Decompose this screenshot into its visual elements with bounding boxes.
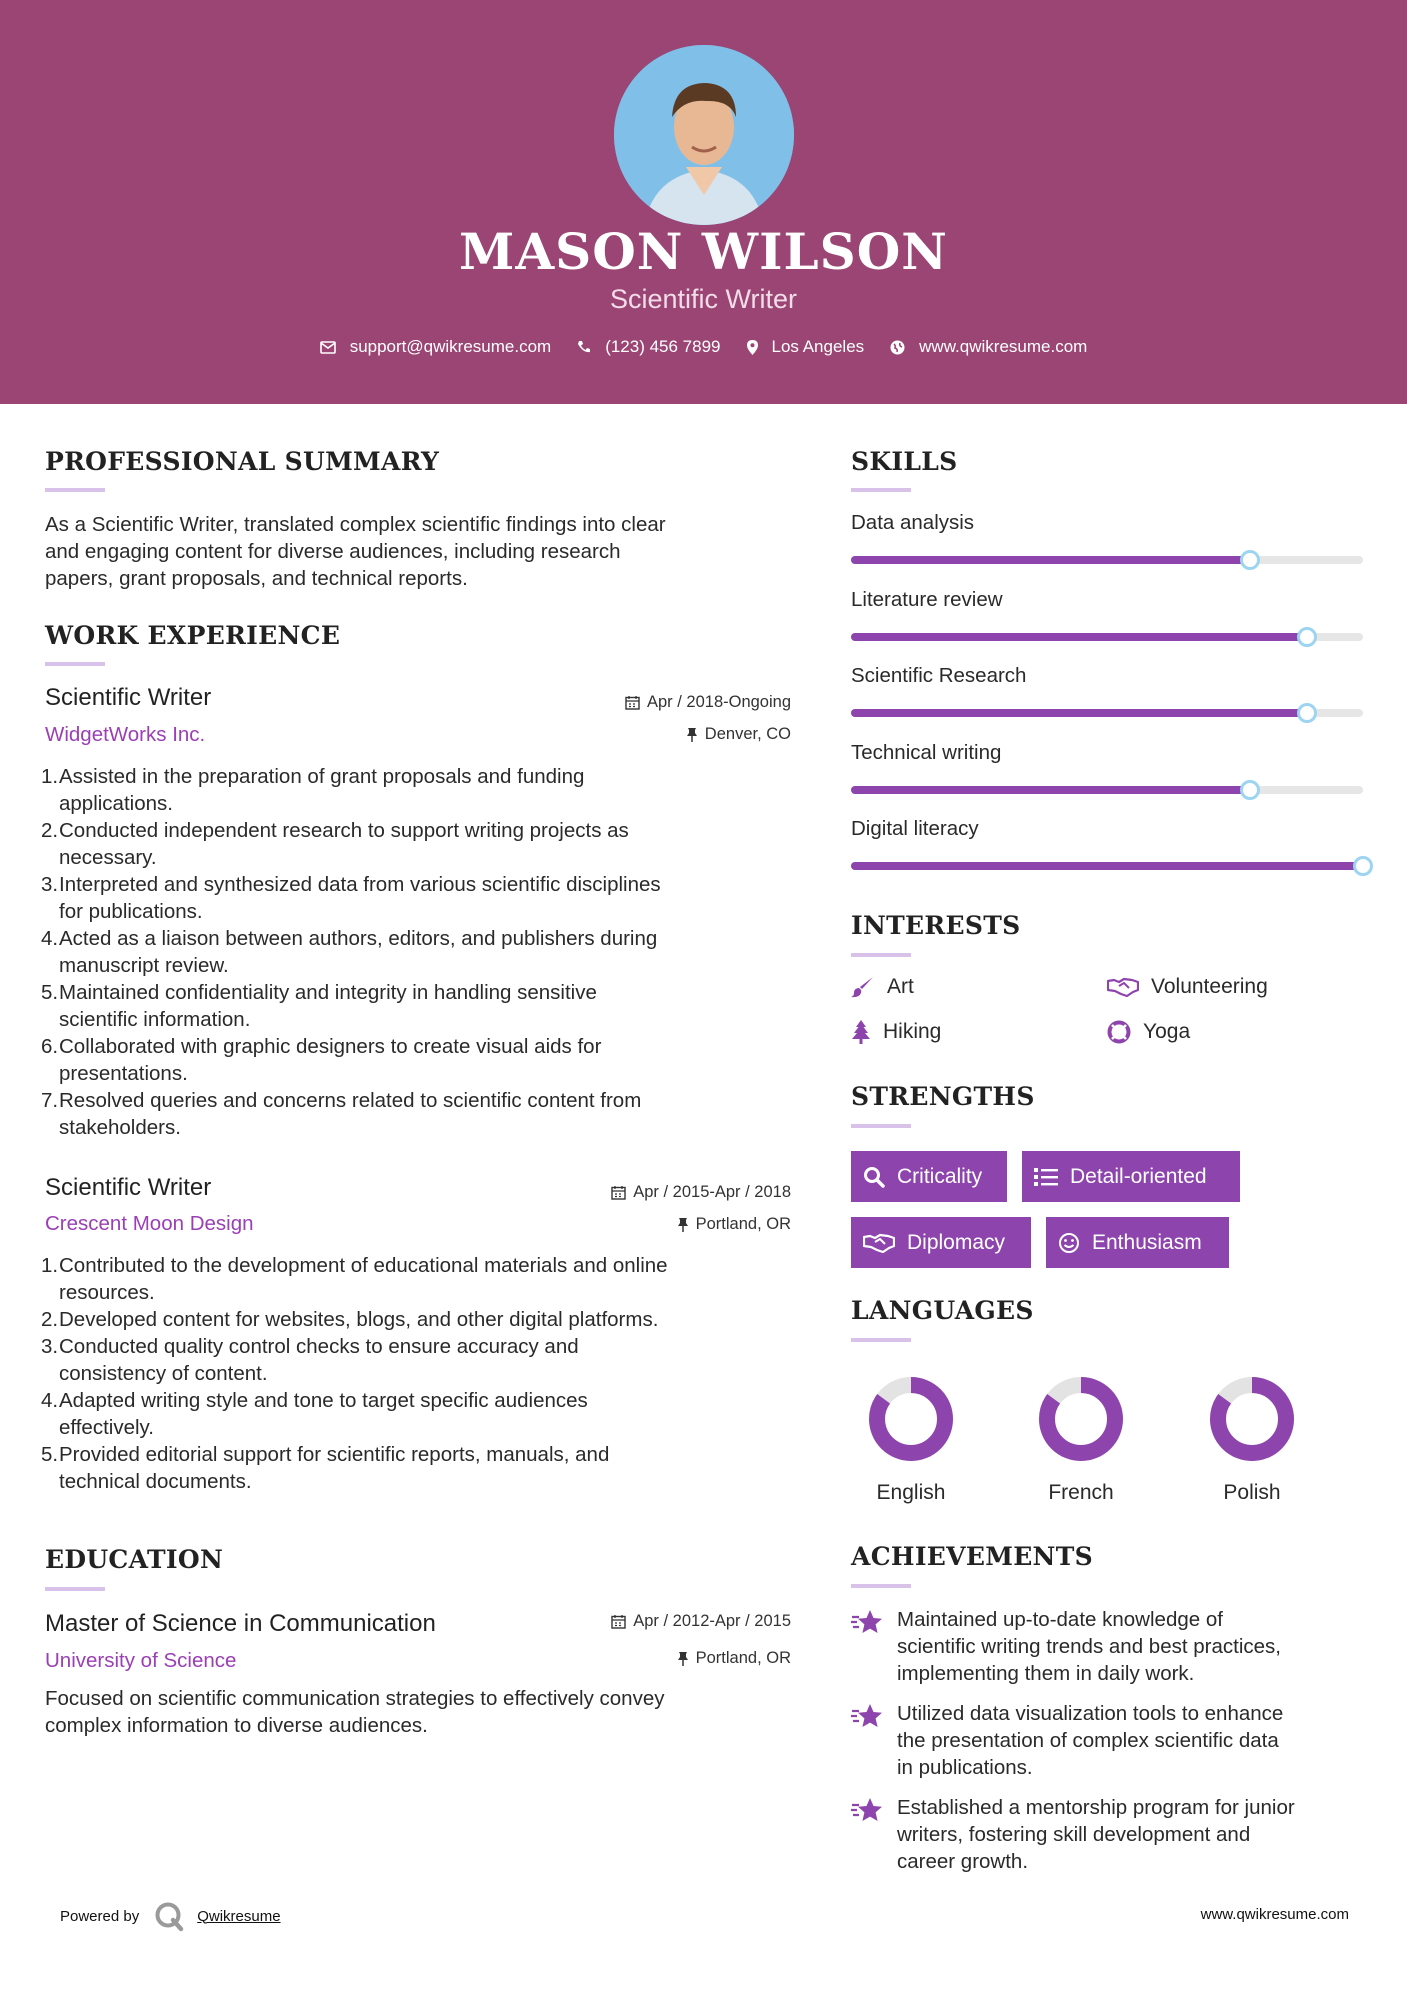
education-heading: EDUCATION xyxy=(45,1545,224,1574)
job-2-location xyxy=(500,1215,791,1234)
star-trophy-icon xyxy=(851,1796,885,1826)
list-item: 4. Adapted writing style and tone to target specific audiences effectively. xyxy=(41,1389,588,1439)
school-name: University of Science xyxy=(45,1649,237,1672)
job-2-company: Crescent Moon Design xyxy=(45,1212,254,1235)
job-2-dates-text: Apr / 2015-Apr / 2018 xyxy=(633,1183,791,1201)
achievement-line: the presentation of complex scientific data xyxy=(897,1729,1279,1752)
language-donut xyxy=(1016,1374,1146,1464)
list-item: 5. Provided editorial support for scientific reports, manuals, and technical documents. xyxy=(41,1443,610,1493)
language-item xyxy=(1187,1374,1317,1505)
skill-bar-knob xyxy=(1353,856,1373,876)
skill-bar-track xyxy=(851,786,1363,794)
calendar-icon xyxy=(611,1185,626,1200)
language-label: Polish xyxy=(1223,1481,1281,1504)
job-1-dates xyxy=(500,693,791,712)
language-donut xyxy=(846,1374,976,1464)
interests-heading: INTERESTS xyxy=(851,911,1021,940)
search-icon xyxy=(863,1166,885,1188)
summary-line: papers, grant proposals, and technical reports. xyxy=(45,567,468,590)
list-item: 2. Conducted independent research to support writing projects as necessary. xyxy=(41,819,629,869)
list-item: 4. Acted as a liaison between authors, editors, and publishers during manuscript review. xyxy=(41,927,658,977)
list-icon xyxy=(1034,1167,1058,1187)
skill-bar-knob xyxy=(1240,550,1260,570)
pushpin-icon xyxy=(686,727,698,742)
strength-label: Diplomacy xyxy=(907,1230,1006,1254)
job-1-location-text: Denver, CO xyxy=(704,725,791,743)
footer-powered-by xyxy=(60,1900,281,1932)
interest-label: Hiking xyxy=(883,1020,942,1043)
summary-underline xyxy=(45,488,105,492)
contact-phone[interactable] xyxy=(577,337,720,357)
skill-bar-fill xyxy=(851,556,1250,564)
candidate-role: Scientific Writer xyxy=(609,284,798,314)
skill-bar-knob xyxy=(1297,627,1317,647)
contact-location-text: Los Angeles xyxy=(771,337,865,356)
contact-location xyxy=(747,337,865,357)
interests-underline xyxy=(851,953,911,957)
achievement-line: Maintained up-to-date knowledge of xyxy=(897,1608,1223,1631)
strengths-heading: STRENGTHS xyxy=(851,1082,1035,1111)
contact-phone-text: (123) 456 7899 xyxy=(605,337,721,356)
education-dates xyxy=(500,1612,791,1631)
tree-icon xyxy=(851,1020,871,1044)
interest-label: Volunteering xyxy=(1151,975,1268,998)
calendar-icon xyxy=(611,1614,626,1629)
list-item: 6. Collaborated with graphic designers to create visual aids for presentations. xyxy=(41,1035,602,1085)
star-trophy-icon xyxy=(851,1608,885,1638)
achievement-line: Utilized data visualization tools to enhance xyxy=(897,1702,1284,1725)
strength-label: Detail-oriented xyxy=(1070,1164,1207,1188)
list-item: 3. Conducted quality control checks to ensure accuracy and consistency of content. xyxy=(41,1335,579,1385)
job-1-company: WidgetWorks Inc. xyxy=(45,723,206,746)
lifebuoy-icon xyxy=(1107,1020,1131,1044)
strength-label: Enthusiasm xyxy=(1092,1230,1202,1254)
interest-label: Yoga xyxy=(1143,1020,1191,1043)
achievements-heading: ACHIEVEMENTS xyxy=(851,1542,1093,1571)
strength-label: Criticality xyxy=(897,1164,983,1188)
handshake-icon xyxy=(1107,977,1139,997)
strengths-underline xyxy=(851,1124,911,1128)
list-item: 1. Assisted in the preparation of grant proposals and funding applications. xyxy=(41,765,585,815)
calendar-icon xyxy=(625,695,640,710)
skill-label: Technical writing xyxy=(851,740,1002,764)
job-2-title: Scientific Writer xyxy=(45,1174,212,1201)
achievement-line: implementing them in daily work. xyxy=(897,1662,1195,1685)
strength-detail-oriented xyxy=(1022,1151,1240,1202)
contact-bar xyxy=(0,337,1407,357)
education-underline xyxy=(45,1587,105,1591)
interest-volunteering xyxy=(1107,975,1268,999)
strength-enthusiasm xyxy=(1046,1217,1229,1268)
education-dates-text: Apr / 2012-Apr / 2015 xyxy=(633,1612,791,1630)
education-description xyxy=(45,1685,805,1739)
achievement-item xyxy=(851,1794,1295,1875)
list-item: 5. Maintained confidentiality and integrity in handling sensitive scientific information. xyxy=(41,981,597,1031)
skill-bar-fill xyxy=(851,786,1250,794)
skill-bar-knob xyxy=(1240,780,1260,800)
achievement-line: scientific writing trends and best practices, xyxy=(897,1635,1281,1658)
contact-website[interactable] xyxy=(890,337,1087,357)
degree-title: Master of Science in Communication xyxy=(45,1610,436,1637)
interest-yoga xyxy=(1107,1020,1190,1044)
list-item: 2. Developed content for websites, blogs, and other digital platforms. xyxy=(41,1308,659,1331)
language-donut xyxy=(1187,1374,1317,1464)
resume-header xyxy=(0,0,1407,404)
skill-bar-track xyxy=(851,633,1363,641)
smile-icon xyxy=(1058,1232,1080,1254)
job-1-title: Scientific Writer xyxy=(45,684,212,711)
languages-heading: LANGUAGES xyxy=(851,1296,1034,1325)
achievement-line: career growth. xyxy=(897,1850,1029,1873)
skill-label: Data analysis xyxy=(851,511,975,534)
location-pin-icon xyxy=(747,340,758,355)
job-1-duties xyxy=(41,763,801,1141)
paintbrush-icon xyxy=(851,976,875,998)
achievements-underline xyxy=(851,1584,911,1588)
pushpin-icon xyxy=(677,1217,689,1232)
skill-bar-fill xyxy=(851,633,1307,641)
achievement-line: writers, fostering skill development and xyxy=(897,1823,1251,1846)
education-location-text: Portland, OR xyxy=(695,1649,791,1667)
language-item xyxy=(1016,1374,1146,1505)
skills-underline xyxy=(851,488,911,492)
education-line: complex information to diverse audiences. xyxy=(45,1714,428,1737)
skill-bar-track xyxy=(851,709,1363,717)
skill-bar-fill xyxy=(851,709,1307,717)
job-1-location xyxy=(500,725,791,744)
job-2-dates xyxy=(500,1183,791,1202)
list-item: 3. Interpreted and synthesized data from various scientific disciplines for publications. xyxy=(41,873,661,923)
contact-email[interactable] xyxy=(320,337,552,357)
interest-label: Art xyxy=(887,975,914,998)
summary-line: and engaging content for diverse audiences, including research xyxy=(45,540,621,563)
strength-criticality xyxy=(851,1151,1007,1202)
interest-art xyxy=(851,975,914,999)
education-location xyxy=(500,1649,791,1668)
education-line: Focused on scientific communication strategies to effectively convey xyxy=(45,1687,665,1710)
job-2-duties xyxy=(41,1252,801,1495)
powered-by-text: Powered by xyxy=(60,1907,140,1925)
candidate-name: MASON WILSON xyxy=(459,222,948,281)
list-item: 1. Contributed to the development of educational materials and online resources. xyxy=(41,1254,668,1304)
achievement-item xyxy=(851,1606,1281,1687)
contact-email-text: support@qwikresume.com xyxy=(349,337,552,356)
mail-icon xyxy=(320,341,336,354)
phone-icon xyxy=(577,340,591,354)
language-label: French xyxy=(1048,1481,1114,1504)
summary-text xyxy=(45,511,785,592)
experience-underline xyxy=(45,662,105,666)
pushpin-icon xyxy=(677,1651,689,1666)
language-label: English xyxy=(876,1481,946,1504)
interest-hiking xyxy=(851,1020,941,1044)
brand-link[interactable]: Qwikresume xyxy=(197,1907,281,1925)
job-1-dates-text: Apr / 2018-Ongoing xyxy=(646,693,791,711)
summary-heading: PROFESSIONAL SUMMARY xyxy=(45,447,440,476)
languages-underline xyxy=(851,1338,911,1342)
footer-website[interactable]: www.qwikresume.com xyxy=(1200,1906,1349,1923)
skill-label: Literature review xyxy=(851,587,1003,611)
handshake-icon xyxy=(863,1233,895,1253)
achievement-line: in publications. xyxy=(897,1756,1033,1779)
language-item xyxy=(846,1374,976,1505)
profile-photo xyxy=(614,45,794,225)
skill-bar-knob xyxy=(1297,703,1317,723)
skills-heading: SKILLS xyxy=(851,447,958,476)
skill-bar-track xyxy=(851,862,1363,870)
skill-bar-track xyxy=(851,556,1363,564)
skill-bar-fill xyxy=(851,862,1363,870)
job-2-location-text: Portland, OR xyxy=(695,1215,791,1233)
skill-label: Scientific Research xyxy=(851,664,1027,687)
star-trophy-icon xyxy=(851,1702,885,1732)
qwikresume-logo-icon xyxy=(153,1900,185,1932)
list-item: 7. Resolved queries and concerns related to scientific content from stakeholders. xyxy=(41,1089,642,1139)
summary-line: As a Scientific Writer, translated complex scientific findings into clear xyxy=(45,513,666,536)
skill-label: Digital literacy xyxy=(851,817,979,840)
strength-diplomacy xyxy=(851,1217,1031,1268)
globe-icon xyxy=(890,340,905,355)
contact-website-text: www.qwikresume.com xyxy=(919,337,1088,356)
experience-heading: WORK EXPERIENCE xyxy=(45,621,341,650)
achievement-line: Established a mentorship program for junior xyxy=(897,1796,1295,1819)
achievement-item xyxy=(851,1700,1283,1781)
